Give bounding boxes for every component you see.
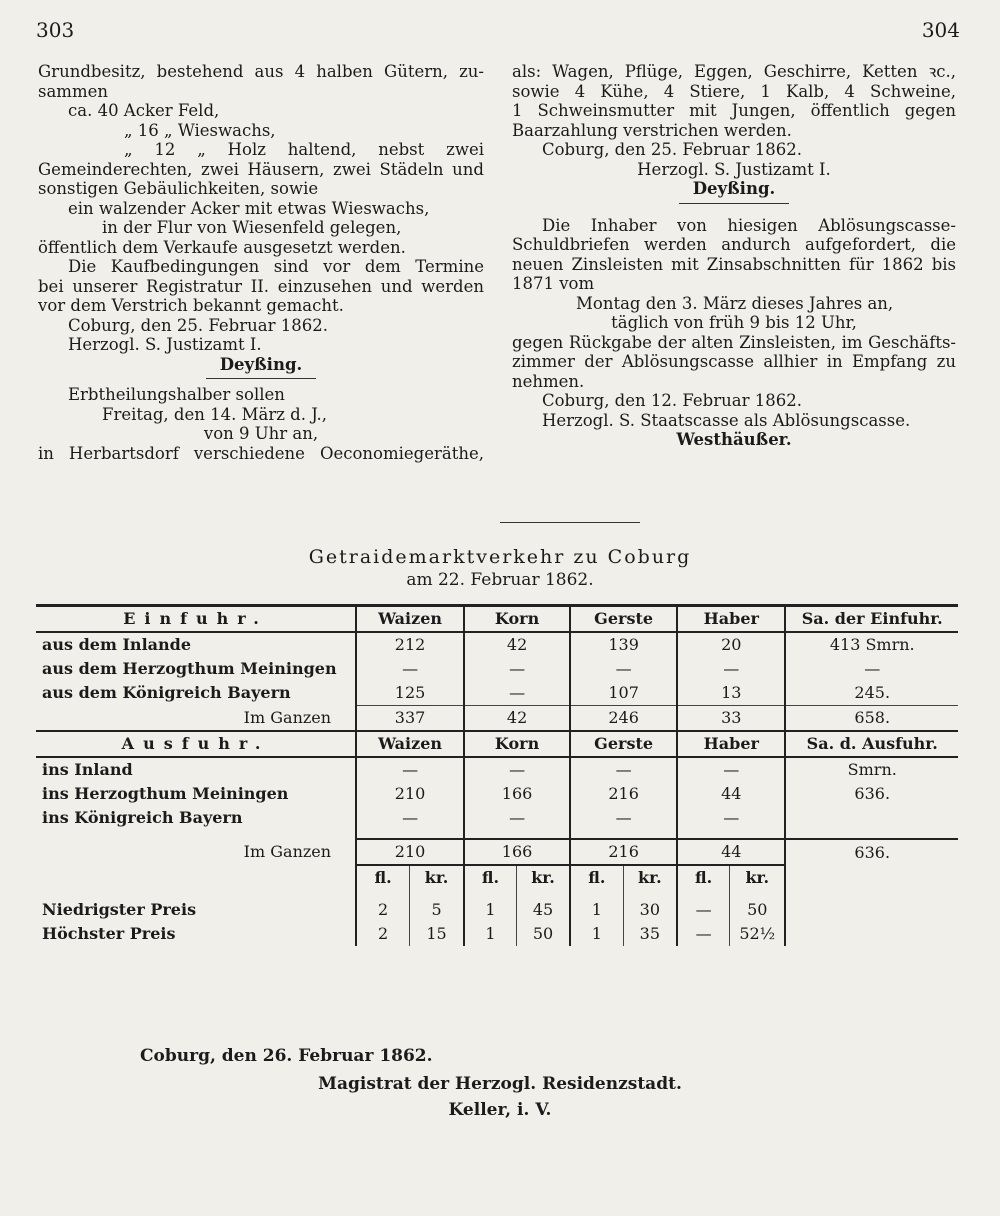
table-cell: 42 bbox=[464, 632, 570, 657]
notice-line: Baarzahlung verstrichen werden. bbox=[512, 120, 792, 140]
notice-office: Herzogl. S. Staatscasse als Ablösungscasse. bbox=[542, 410, 911, 430]
unit-florin: fl. bbox=[570, 865, 623, 890]
market-subtitle: am 22. Februar 1862. bbox=[406, 570, 594, 590]
table-cell: 20 bbox=[677, 632, 785, 657]
grain-market-table bbox=[36, 604, 958, 946]
table-row bbox=[36, 681, 958, 706]
table-cell: 636. bbox=[785, 839, 958, 865]
column-header: Sa. der Einfuhr. bbox=[785, 606, 958, 633]
row-label: ins Inland bbox=[36, 757, 356, 782]
left-column bbox=[38, 62, 484, 463]
column-header: Waizen bbox=[356, 731, 464, 757]
row-label: ins Herzogthum Meiningen bbox=[42, 784, 289, 803]
notice-line: täglich von früh 9 bis 12 Uhr, bbox=[611, 313, 857, 332]
table-cell: — bbox=[677, 757, 785, 782]
table-cell: 636. bbox=[785, 782, 958, 806]
notice-line: öffentlich dem Verkaufe ausgesetzt werden. bbox=[38, 237, 406, 257]
import-total-row bbox=[36, 706, 958, 732]
notice-line: vor dem Verstrich bekannt gemacht. bbox=[38, 296, 344, 315]
notice-line: nehmen. bbox=[512, 371, 585, 391]
table-cell: Smrn. bbox=[785, 757, 958, 782]
table-cell: — bbox=[356, 806, 464, 830]
table-cell: 50 bbox=[516, 922, 570, 946]
table-cell: 2 bbox=[356, 922, 410, 946]
table-cell: — bbox=[677, 922, 729, 946]
table-row bbox=[36, 632, 958, 657]
table-cell: — bbox=[356, 657, 464, 681]
table-cell: 166 bbox=[464, 782, 570, 806]
notice-line: Erbtheilungshalber sollen bbox=[68, 385, 285, 404]
notice-date: Coburg, den 25. Februar 1862. bbox=[68, 315, 328, 335]
table-cell: — bbox=[464, 657, 570, 681]
table-cell: 52½ bbox=[730, 922, 786, 946]
table-cell: — bbox=[570, 806, 677, 830]
table-row bbox=[36, 806, 958, 830]
notice-line: sammen bbox=[38, 81, 108, 101]
separator bbox=[679, 203, 789, 204]
notice-line: von 9 Uhr an, bbox=[203, 424, 319, 443]
notice-line: Freitag, den 14. März d. J., bbox=[102, 404, 328, 424]
notice-line: als: Wagen, Pflüge, Eggen, Geschirre, Ketten ꝛc., bbox=[512, 62, 956, 81]
table-cell: 107 bbox=[570, 681, 677, 706]
table-cell: 166 bbox=[464, 839, 570, 865]
footer-signature: Keller, i. V. bbox=[448, 1100, 552, 1120]
column-header: Haber bbox=[677, 731, 785, 757]
table-cell: 2 bbox=[356, 898, 410, 922]
table-cell: 30 bbox=[623, 898, 677, 922]
table-cell: 216 bbox=[570, 782, 677, 806]
row-label: aus dem Inlande bbox=[36, 632, 356, 657]
row-label: Niedrigster Preis bbox=[42, 900, 197, 919]
table-cell: — bbox=[785, 657, 958, 681]
table-cell: 44 bbox=[677, 839, 785, 865]
row-label: aus dem Herzogthum Meiningen bbox=[42, 659, 337, 678]
column-header: Korn bbox=[464, 731, 570, 757]
unit-florin: fl. bbox=[677, 865, 729, 890]
table-cell: — bbox=[464, 681, 570, 706]
right-column bbox=[512, 62, 956, 450]
table-cell: — bbox=[464, 757, 570, 782]
column-header: Waizen bbox=[356, 606, 464, 633]
unit-kreuzer: kr. bbox=[410, 865, 464, 890]
table-cell: 45 bbox=[516, 898, 570, 922]
separator bbox=[206, 378, 316, 379]
table-cell: 44 bbox=[677, 782, 785, 806]
table-cell: — bbox=[677, 898, 729, 922]
notice-line: in der Flur von Wiesenfeld gelegen, bbox=[102, 218, 402, 237]
footer-authority: Magistrat der Herzogl. Residenzstadt. bbox=[318, 1074, 682, 1094]
table-cell: — bbox=[677, 657, 785, 681]
footer-date: Coburg, den 26. Februar 1862. bbox=[140, 1046, 433, 1066]
notice-line: bei unserer Registratur II. einzusehen und werden bbox=[38, 276, 484, 296]
table-cell: 1 bbox=[570, 898, 623, 922]
notice-line: Die Inhaber von hiesigen Ablösungscasse- bbox=[542, 215, 956, 235]
table-cell: 1 bbox=[464, 922, 516, 946]
row-label: Höchster Preis bbox=[42, 924, 176, 943]
table-cell: 246 bbox=[570, 706, 677, 732]
notice-line: Schuldbriefen werden andurch aufgefordert, die bbox=[512, 235, 956, 254]
table-cell: 1 bbox=[570, 922, 623, 946]
unit-florin: fl. bbox=[464, 865, 516, 890]
table-cell: 210 bbox=[356, 839, 464, 865]
section-rule bbox=[500, 522, 640, 523]
column-header: Sa. d. Ausfuhr. bbox=[785, 731, 958, 757]
notice-office: Herzogl. S. Justizamt I. bbox=[68, 335, 262, 354]
price-row bbox=[36, 898, 958, 922]
table-cell: 210 bbox=[356, 782, 464, 806]
page-number-left: 303 bbox=[36, 18, 75, 42]
page-number-right: 304 bbox=[921, 18, 960, 42]
notice-line: „ 12 „ Holz haltend, nebst zwei bbox=[124, 140, 484, 159]
column-header: Korn bbox=[464, 606, 570, 633]
notice-line: 1 Schweinsmutter mit Jungen, öffentlich gegen bbox=[512, 101, 956, 120]
price-unit-row bbox=[36, 865, 958, 890]
notice-line: Gemeinderechten, zwei Häusern, zwei Städeln und bbox=[38, 159, 484, 179]
table-cell: 216 bbox=[570, 839, 677, 865]
export-total-row bbox=[36, 839, 958, 865]
notice-date: Coburg, den 12. Februar 1862. bbox=[542, 391, 802, 410]
notice-line: gegen Rückgabe der alten Zinsleisten, im Geschäfts- bbox=[512, 332, 956, 352]
table-cell: 15 bbox=[410, 922, 464, 946]
notice-line: Grundbesitz, bestehend aus 4 halben Gütern, zu- bbox=[38, 62, 484, 81]
notice-signature: Deyßing. bbox=[692, 179, 776, 198]
notice-line: in Herbartsdorf verschiedene Oeconomiegeräthe, bbox=[38, 443, 484, 463]
row-label: Im Ganzen bbox=[243, 842, 332, 861]
table-cell: 42 bbox=[464, 706, 570, 732]
price-row bbox=[36, 922, 958, 946]
notice-line: „ 16 „ Wieswachs, bbox=[124, 120, 276, 140]
export-header-label: Ausfuhr. bbox=[36, 731, 356, 757]
table-row bbox=[36, 782, 958, 806]
table-cell bbox=[785, 806, 958, 830]
table-cell: — bbox=[677, 806, 785, 830]
notice-line: sonstigen Gebäulichkeiten, sowie bbox=[38, 179, 319, 198]
table-cell: 413 Smrn. bbox=[785, 632, 958, 657]
table-cell: 1 bbox=[464, 898, 516, 922]
notice-line: neuen Zinsleisten mit Zinsabschnitten für 1862 bis bbox=[512, 254, 956, 274]
notice-line: sowie 4 Kühe, 4 Stiere, 1 Kalb, 4 Schweine, bbox=[512, 81, 956, 101]
notice-office: Herzogl. S. Justizamt I. bbox=[637, 159, 831, 179]
import-header-row bbox=[36, 606, 958, 633]
notice-date: Coburg, den 25. Februar 1862. bbox=[542, 140, 802, 159]
table-cell: 35 bbox=[623, 922, 677, 946]
table-cell: 5 bbox=[410, 898, 464, 922]
import-header-label: Einfuhr. bbox=[36, 606, 356, 633]
notice-line: zimmer der Ablösungscasse allhier in Empfang zu bbox=[512, 352, 956, 371]
table-cell: — bbox=[570, 657, 677, 681]
table-row bbox=[36, 757, 958, 782]
notice-line: 1871 vom bbox=[512, 274, 595, 293]
table-cell: 658. bbox=[785, 706, 958, 732]
table-cell: 125 bbox=[356, 681, 464, 706]
notice-line: Die Kaufbedingungen sind vor dem Termine bbox=[68, 257, 484, 276]
notice-line: ein walzender Acker mit etwas Wieswachs, bbox=[68, 198, 430, 218]
column-header: Gerste bbox=[570, 606, 677, 633]
table-cell: 245. bbox=[785, 681, 958, 706]
table-cell: 337 bbox=[356, 706, 464, 732]
market-title: Getraidemarktverkehr zu Coburg bbox=[308, 546, 692, 568]
table-cell: 212 bbox=[356, 632, 464, 657]
table-cell: 50 bbox=[730, 898, 786, 922]
notice-line: ca. 40 Acker Feld, bbox=[68, 101, 220, 120]
table-cell: — bbox=[464, 806, 570, 830]
table-cell: 139 bbox=[570, 632, 677, 657]
row-label: Im Ganzen bbox=[243, 707, 332, 727]
table-cell: 13 bbox=[677, 681, 785, 706]
notice-signature: Westhäußer. bbox=[676, 430, 792, 449]
table-cell: — bbox=[570, 757, 677, 782]
unit-kreuzer: kr. bbox=[623, 865, 677, 890]
notice-signature: Deyßing. bbox=[219, 354, 303, 374]
table-cell: — bbox=[356, 757, 464, 782]
notice-line: Montag den 3. März dieses Jahres an, bbox=[576, 293, 894, 313]
row-label: ins Königreich Bayern bbox=[42, 808, 243, 827]
unit-kreuzer: kr. bbox=[730, 865, 786, 890]
column-header: Haber bbox=[677, 606, 785, 633]
column-header: Gerste bbox=[570, 731, 677, 757]
export-header-row bbox=[36, 731, 958, 757]
table-cell: 33 bbox=[677, 706, 785, 732]
table-row bbox=[36, 657, 958, 681]
row-label: aus dem Königreich Bayern bbox=[42, 683, 291, 703]
unit-kreuzer: kr. bbox=[516, 865, 570, 890]
unit-florin: fl. bbox=[356, 865, 410, 890]
